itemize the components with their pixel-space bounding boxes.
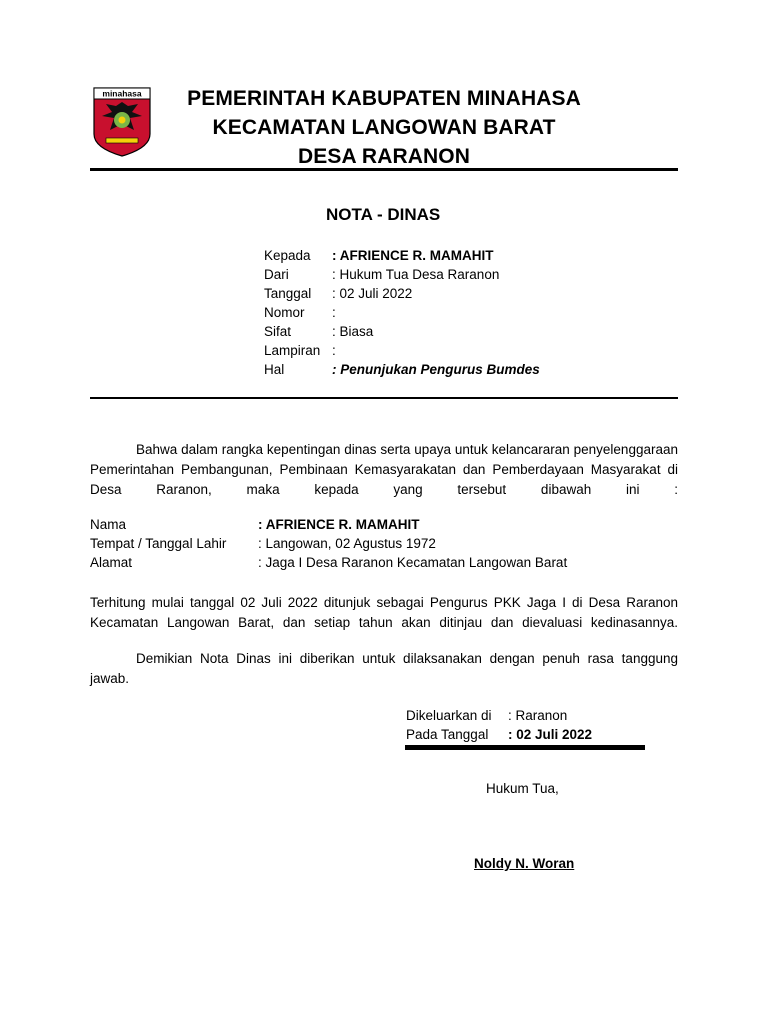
- meta-value: : Biasa: [332, 324, 374, 339]
- issue-value: : 02 Juli 2022: [508, 727, 593, 742]
- header-village-title: DESA RARANON: [298, 145, 470, 168]
- meta-row-tanggal: [264, 284, 540, 303]
- meta-label: Kepada: [264, 248, 311, 263]
- identity-value: : AFRIENCE R. MAMAHIT: [258, 517, 420, 532]
- identity-row-ttl: [90, 534, 567, 553]
- document-title: NOTA - DINAS: [326, 205, 441, 224]
- meta-value: : Penunjukan Pengurus Bumdes: [332, 362, 540, 377]
- meta-row-kepada: [264, 246, 540, 265]
- identity-row-nama: [90, 515, 567, 534]
- meta-row-dari: [264, 265, 540, 284]
- meta-value: : AFRIENCE R. MAMAHIT: [332, 248, 494, 263]
- body-paragraph-intro: Bahwa dalam rangka kepentingan dinas serta upaya untuk kelancararan penyelenggaraan Pemerintahan Pembangunan, Pembinaan Kemasyarakatan dan Pemberdayaan Masyarakat di Desa Raranon, maka kepada yang tersebut dibawah ini :: [90, 442, 678, 497]
- issue-label: Dikeluarkan di: [406, 708, 492, 723]
- meta-value: : 02 Juli 2022: [332, 286, 413, 301]
- meta-label: Lampiran: [264, 343, 321, 358]
- meta-row-lampiran: [264, 341, 540, 360]
- logo-text: minahasa: [102, 88, 142, 99]
- header-government-title: PEMERINTAH KABUPATEN MINAHASA: [187, 87, 581, 110]
- identity-row-alamat: [90, 553, 567, 572]
- issue-value: : Raranon: [508, 708, 568, 723]
- meta-label: Hal: [264, 362, 285, 377]
- issue-label: Pada Tanggal: [406, 727, 489, 742]
- identity-value: : Langowan, 02 Agustus 1972: [258, 536, 436, 551]
- meta-divider: [90, 397, 678, 399]
- identity-block: [90, 515, 567, 572]
- meta-row-nomor: [264, 303, 540, 322]
- identity-label: Nama: [90, 517, 127, 532]
- identity-value: : Jaga I Desa Raranon Kecamatan Langowan Barat: [258, 555, 568, 570]
- meta-value: :: [332, 343, 336, 358]
- header-divider: [90, 168, 678, 171]
- meta-label: Dari: [264, 267, 289, 282]
- signature-title: Hukum Tua,: [486, 781, 559, 796]
- issue-row-date: [406, 725, 592, 744]
- meta-value: :: [332, 305, 336, 320]
- meta-value: : Hukum Tua Desa Raranon: [332, 267, 500, 282]
- signature-name: Noldy N. Woran: [474, 856, 575, 871]
- issue-block: [406, 706, 592, 744]
- header-district-title: KECAMATAN LANGOWAN BARAT: [212, 116, 556, 139]
- meta-label: Nomor: [264, 305, 305, 320]
- meta-row-sifat: [264, 322, 540, 341]
- issue-row-place: [406, 706, 592, 725]
- issue-divider: [405, 745, 645, 750]
- meta-label: Sifat: [264, 324, 292, 339]
- identity-label: Tempat / Tanggal Lahir: [90, 536, 227, 551]
- meta-row-hal: [264, 360, 540, 379]
- body-paragraph-appointment: Terhitung mulai tanggal 02 Juli 2022 ditunjuk sebagai Pengurus PKK Jaga I di Desa Raranon Kecamatan Langowan Barat, dan setiap tahun akan ditinjau dan dievaluasi kedinasannya.: [90, 595, 678, 630]
- body-paragraph-closing: Demikian Nota Dinas ini diberikan untuk dilaksanakan dengan penuh rasa tanggung jawab.: [90, 651, 678, 686]
- meta-label: Tanggal: [264, 286, 312, 301]
- identity-label: Alamat: [90, 555, 133, 570]
- minahasa-emblem-logo: [92, 86, 152, 158]
- memo-meta-block: [264, 246, 540, 379]
